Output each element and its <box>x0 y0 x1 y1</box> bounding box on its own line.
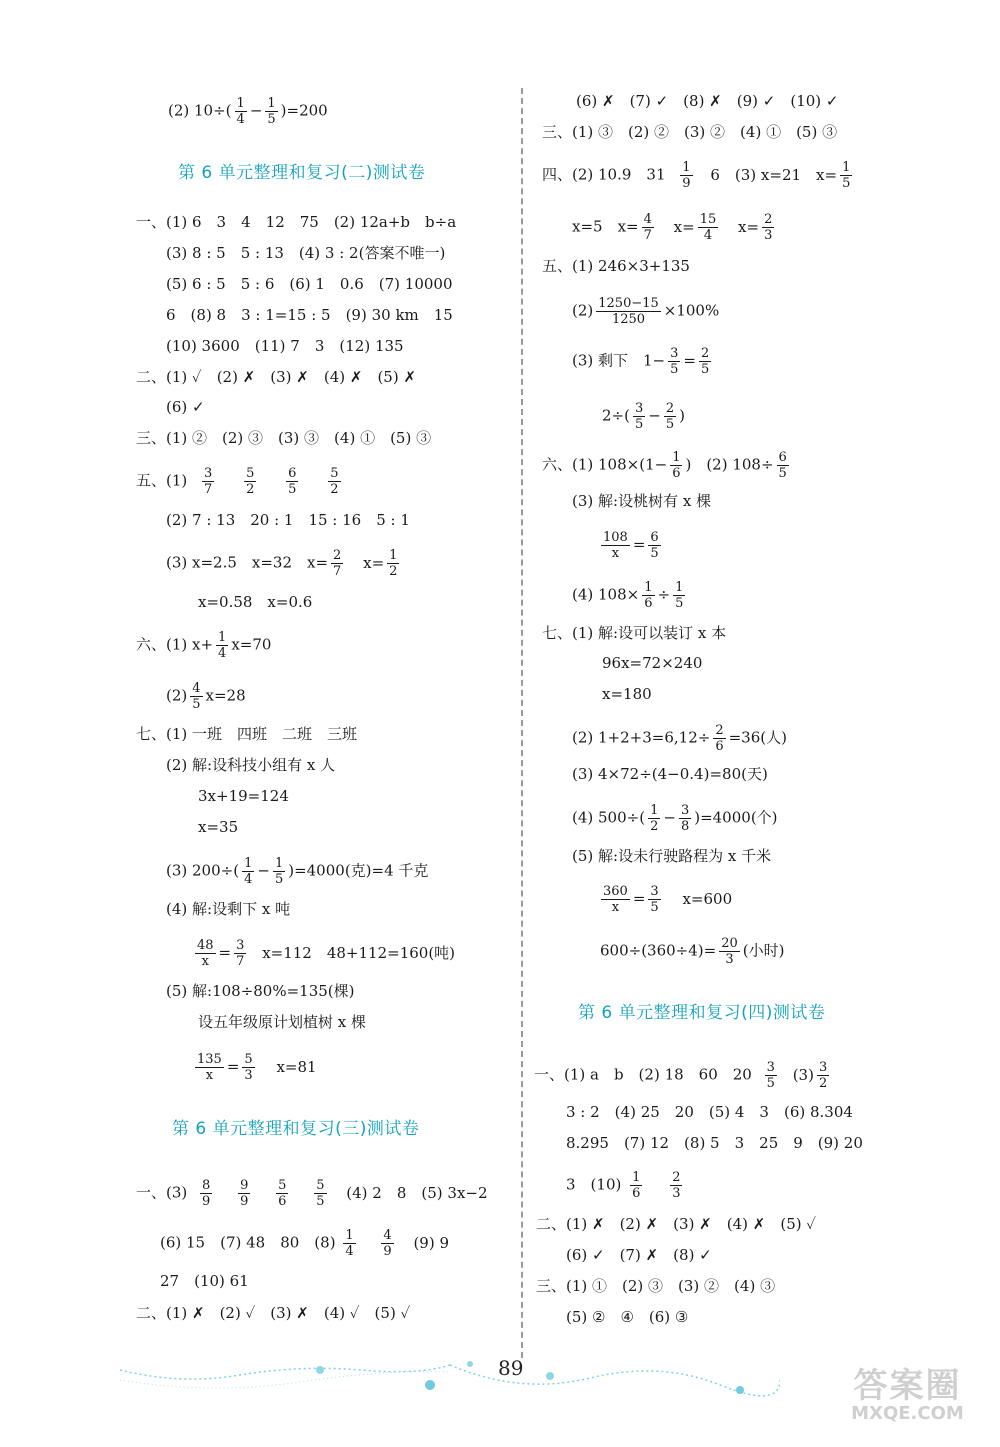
fraction: $\frac{1}{4}$ <box>345 1228 354 1259</box>
footer-wave-decoration <box>120 1340 780 1410</box>
r-line-5: 五、(1) 246×3+135 <box>542 257 690 275</box>
fraction: $\frac{2}{5}$ <box>665 401 675 432</box>
fraction: $\frac{3}{5}$ <box>766 1060 775 1091</box>
fraction: $\frac{5}{2}$ <box>246 466 255 497</box>
r-line-6: (2) $\frac{1250-15}{1250}$ ×100% <box>572 296 720 327</box>
page-number: 89 <box>498 1356 524 1380</box>
fraction: $\frac{1}{6}$ <box>672 450 681 481</box>
fraction: $\frac{1}{9}$ <box>682 160 691 191</box>
fraction: $\frac{1}{5}$ <box>842 160 851 191</box>
r-line-7: (3) 剩下 1− $\frac{3}{5}$ = $\frac{2}{5}$ <box>572 346 710 377</box>
fraction: $\frac{4}{9}$ <box>383 1228 392 1259</box>
column-divider <box>521 88 523 1358</box>
s2-line-21: $\frac{48}{x}$ = $\frac{3}{7}$ x=112 48+112=160(吨) <box>197 938 456 969</box>
left-line-top <box>168 96 328 127</box>
s2-line-13: 六、(1) x+ $\frac{1}{4}$ x=70 <box>136 630 272 661</box>
s2-line-3: (5) 6 : 5 5 : 6 (6) 1 0.6 (7) 10000 <box>166 275 453 293</box>
r-line-2: 三、(1) ③ (2) ② (3) ② (4) ① (5) ③ <box>542 123 838 141</box>
fraction: $\frac{3}{2}$ <box>818 1060 828 1091</box>
watermark-logo <box>820 1358 995 1438</box>
fraction: $\frac{3}{8}$ <box>680 803 690 834</box>
fraction: $\frac{360}{x}$ <box>603 884 628 915</box>
fraction: $\frac{2}{3}$ <box>764 212 773 243</box>
s3-line-1: 一、(3) $\frac{8}{9}$ $\frac{9}{9}$ $\frac{5}{6}$ $\frac{5}{5}$ (4) 2 8 (5) 3x−2 <box>136 1178 488 1209</box>
s2-line-5: (10) 3600 (11) 7 3 (12) 135 <box>166 337 404 355</box>
fraction: $\frac{1}{4}$ <box>218 630 227 661</box>
fraction: $\frac{3}{5}$ <box>650 884 659 915</box>
fraction: $\frac{1}{5}$ <box>675 580 684 611</box>
s2-line-1: 一、(1) 6 3 4 12 75 (2) 12a+b b÷a <box>136 213 457 231</box>
r-line-4: x=5 x= $\frac{4}{7}$ x= $\frac{15}{4}$ x= $\frac{2}{3}$ <box>572 212 773 243</box>
s2-line-20: (4) 解:设剩下 x 吨 <box>166 900 291 918</box>
s2-line-17: 3x+19=124 <box>198 787 289 805</box>
fraction: $\frac{1}{4}$ <box>244 856 253 887</box>
fraction: $\frac{1}{6}$ <box>632 1170 641 1201</box>
r-line-12: (4) 108× $\frac{1}{6}$ ÷ $\frac{1}{5}$ <box>572 580 684 611</box>
fraction: $\frac{15}{4}$ <box>699 212 717 243</box>
r-line-14: 96x=72×240 <box>602 654 703 672</box>
s2-line-4: 6 (8) 8 3 : 1=15 : 5 (9) 30 km 15 <box>166 306 453 324</box>
s2-line-16: (2) 解:设科技小组有 x 人 <box>166 756 336 774</box>
s2-line-23: 设五年级原计划植树 x 棵 <box>198 1013 366 1031</box>
watermark-text-bottom: MXQE.COM <box>851 1403 964 1424</box>
fraction: $\frac{48}{x}$ <box>197 938 214 969</box>
r-line-21: 600÷(360÷4)= $\frac{20}{3}$ (小时) <box>600 936 785 967</box>
section-title-2: 第 6 单元整理和复习(二)测试卷 <box>178 163 426 183</box>
s2-line-7: (6) ✓ <box>166 398 205 416</box>
fraction: $\frac{1}{6}$ <box>644 580 653 611</box>
fraction: $\frac{2}{6}$ <box>715 723 724 754</box>
s2-line-8: 三、(1) ② (2) ③ (3) ③ (4) ① (5) ③ <box>136 429 432 447</box>
r-line-3: 四、(2) 10.9 31 $\frac{1}{9}$ 6 (3) x=21 x= $\frac{1}{5}$ <box>542 160 851 191</box>
r-line-19: (5) 解:设未行驶路程为 x 千米 <box>572 847 772 865</box>
r-line-16: (2) 1+2+3=6,12÷ $\frac{2}{6}$ =36(人) <box>572 723 787 754</box>
s4-line-2: 3 : 2 (4) 25 20 (5) 4 3 (6) 8.304 <box>566 1103 853 1121</box>
r-line-17: (3) 4×72÷(4−0.4)=80(天) <box>572 765 768 783</box>
watermark-text-top: 答案圈 <box>853 1366 962 1406</box>
s3-line-3: 27 (10) 61 <box>160 1272 249 1290</box>
fraction: $\frac{1250-15}{1250}$ <box>598 296 659 327</box>
fraction: $\frac{108}{x}$ <box>603 530 628 561</box>
s2-line-14: (2) $\frac{4}{5}$ x=28 <box>166 681 246 712</box>
fraction: $\frac{3}{7}$ <box>236 938 245 969</box>
r-line-1: (6) ✗ (7) ✓ (8) ✗ (9) ✓ (10) ✓ <box>576 92 839 110</box>
fraction: $\frac{6}{5}$ <box>288 466 297 497</box>
s2-line-9: 五、(1) $\frac{3}{7}$ $\frac{5}{2}$ $\frac{6}{5}$ $\frac{5}{2}$ <box>136 466 339 497</box>
fraction: $\frac{2}{5}$ <box>701 346 710 377</box>
r-line-11: $\frac{108}{x}$ = $\frac{6}{5}$ <box>603 530 659 561</box>
s4-line-7: 三、(1) ① (2) ③ (3) ② (4) ③ <box>536 1277 776 1295</box>
fraction: $\frac{5}{6}$ <box>278 1178 287 1209</box>
fraction: $\frac{3}{5}$ <box>670 346 679 377</box>
fraction: $\frac{4}{5}$ <box>192 681 201 712</box>
r-line-20: $\frac{360}{x}$ = $\frac{3}{5}$ x=600 <box>603 884 733 915</box>
fraction: $\frac{1}{5}$ <box>274 856 284 887</box>
fraction: $\frac{2}{3}$ <box>672 1170 681 1201</box>
r-line-13: 七、(1) 解:设可以装订 x 本 <box>542 624 727 642</box>
fraction: $\frac{4}{7}$ <box>643 212 652 243</box>
s2-line-19: (3) 200÷( $\frac{1}{4}$ − $\frac{1}{5}$ )=4000(克)=4 千克 <box>166 856 429 887</box>
s2-line-18: x=35 <box>198 818 239 836</box>
text: (2) 10÷( <box>168 101 232 120</box>
fraction: $\frac{20}{3}$ <box>721 936 738 967</box>
s3-line-4: 二、(1) ✗ (2) ✓ (3) ✗ (4) ✓ (5) ✓ <box>136 1304 411 1322</box>
fraction: $\frac{1}{4}$ <box>236 96 245 127</box>
s2-line-15: 七、(1) 一班 四班 二班 三班 <box>136 725 358 743</box>
s2-line-22: (5) 解:108÷80%=135(棵) <box>166 982 355 1000</box>
s2-line-12: x=0.58 x=0.6 <box>198 593 313 611</box>
s4-line-6: (6) ✓ (7) ✗ (8) ✓ <box>566 1246 712 1264</box>
fraction: $\frac{8}{9}$ <box>202 1178 211 1209</box>
fraction: $\frac{5}{5}$ <box>316 1178 325 1209</box>
text: − <box>249 101 263 120</box>
s2-line-2: (3) 8 : 5 5 : 13 (4) 3 : 2(答案不唯一) <box>166 244 446 262</box>
fraction: $\frac{6}{5}$ <box>778 450 787 481</box>
r-line-15: x=180 <box>602 685 652 703</box>
s2-line-6: 二、(1) ✓ (2) ✗ (3) ✗ (4) ✗ (5) ✗ <box>136 368 417 386</box>
r-line-18: (4) 500÷( $\frac{1}{2}$ − $\frac{3}{8}$ )=4000(个) <box>572 803 778 834</box>
s2-line-10: (2) 7 : 13 20 : 1 15 : 16 5 : 1 <box>166 511 410 529</box>
fraction: $\frac{3}{5}$ <box>634 401 644 432</box>
s4-line-1: 一、(1) a b (2) 18 60 20 $\frac{3}{5}$ (3) $\frac{3}{2}$ <box>534 1060 828 1091</box>
fraction: $\frac{3}{7}$ <box>204 466 213 497</box>
fraction: $\frac{1}{2}$ <box>389 548 398 579</box>
s2-line-24: $\frac{135}{x}$ = $\frac{5}{3}$ x=81 <box>197 1052 317 1083</box>
s4-line-5: 二、(1) ✗ (2) ✗ (3) ✗ (4) ✗ (5) ✓ <box>536 1215 817 1233</box>
fraction: $\frac{1}{2}$ <box>650 803 659 834</box>
section-title-4: 第 6 单元整理和复习(四)测试卷 <box>578 1003 826 1023</box>
fraction: $\frac{5}{3}$ <box>244 1052 253 1083</box>
text: )=200 <box>280 101 328 120</box>
r-line-10: (3) 解:设桃树有 x 棵 <box>572 492 712 510</box>
fraction: $\frac{6}{5}$ <box>650 530 659 561</box>
fraction: $\frac{2}{7}$ <box>333 548 342 579</box>
r-line-8: 2÷( $\frac{3}{5}$ − $\frac{2}{5}$ ) <box>602 401 685 432</box>
s4-line-8: (5) ② ④ (6) ③ <box>566 1308 689 1326</box>
r-line-9: 六、(1) 108×(1− $\frac{1}{6}$ ) (2) 108÷ $\frac{6}{5}$ <box>542 450 787 481</box>
fraction: $\frac{135}{x}$ <box>197 1052 222 1083</box>
s4-line-4: 3 (10) $\frac{1}{6}$ $\frac{2}{3}$ <box>566 1170 681 1201</box>
s2-line-11: (3) x=2.5 x=32 x= $\frac{2}{7}$ x= $\frac{1}{2}$ <box>166 548 398 579</box>
s4-line-3: 8.295 (7) 12 (8) 5 3 25 9 (9) 20 <box>566 1134 863 1152</box>
section-title-3: 第 6 单元整理和复习(三)测试卷 <box>172 1119 420 1139</box>
s3-line-2: (6) 15 (7) 48 80 (8) $\frac{1}{4}$ $\frac{4}{9}$ (9) 9 <box>160 1228 450 1259</box>
fraction: $\frac{9}{9}$ <box>240 1178 249 1209</box>
fraction: $\frac{5}{2}$ <box>330 466 339 497</box>
fraction: $\frac{1}{5}$ <box>267 96 276 127</box>
